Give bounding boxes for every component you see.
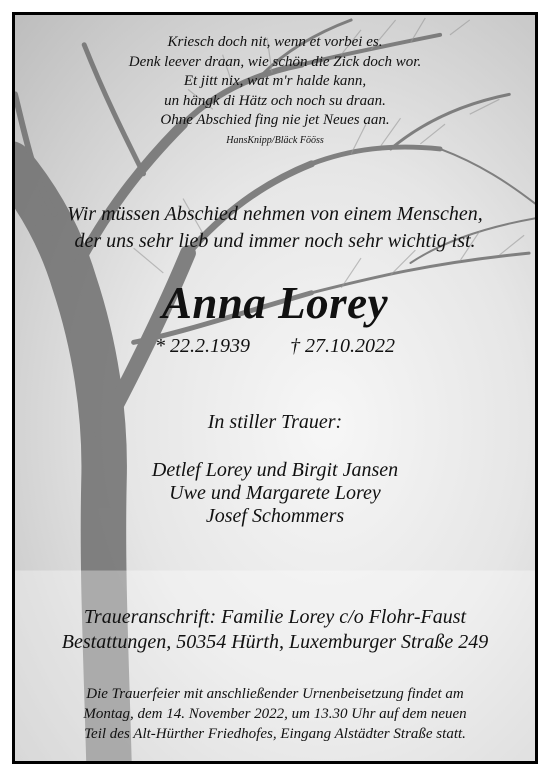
obituary-frame xyxy=(12,12,538,764)
poem-line: Et jitt nix, wat m'r halde kann, xyxy=(183,73,367,89)
address-line-1: Traueranschrift: Familie Lorey c/o Flohr-Faust xyxy=(83,606,467,628)
obituary-content xyxy=(15,15,535,761)
poem-credit: HansKnipp/Bläck Fööss xyxy=(226,134,324,146)
poem-line: Denk leever draan, wie schön die Zick doch wor. xyxy=(128,53,422,70)
mourner-list xyxy=(15,459,535,528)
intro-text xyxy=(15,201,535,255)
ceremony-line-2: Montag, dem 14. November 2022, um 13.30 Uhr auf dem neuen xyxy=(83,706,467,722)
ceremony-notice xyxy=(15,684,535,744)
birth-date: * 22.2.1939 xyxy=(155,335,250,357)
mourner-name: Detlef Lorey und Birgit Jansen xyxy=(151,459,399,481)
death-date: † 27.10.2022 xyxy=(290,335,395,357)
mourning-address xyxy=(15,605,535,655)
life-dates xyxy=(15,333,535,359)
address-line-2: Bestattungen, 50354 Hürth, Luxemburger Straße 249 xyxy=(61,631,489,653)
deceased-name: Anna Lorey xyxy=(161,278,389,328)
intro-line-2: der uns sehr lieb und immer noch sehr wichtig ist. xyxy=(74,230,476,252)
ceremony-line-1: Die Trauerfeier mit anschließender Urnenbeisetzung findet am xyxy=(86,686,464,702)
intro-line-1: Wir müssen Abschied nehmen von einem Menschen, xyxy=(67,203,483,225)
mourner-name: Josef Schommers xyxy=(205,505,345,527)
ceremony-line-3: Teil des Alt-Hürther Friedhofes, Eingang Alstädter Straße statt. xyxy=(84,726,466,742)
poem xyxy=(15,33,535,149)
poem-line: Ohne Abschied fing nie jet Neues aan. xyxy=(160,112,390,128)
mourning-title: In stiller Trauer: xyxy=(207,411,343,433)
poem-line: un hängk di Hätz och noch su draan. xyxy=(164,92,386,109)
poem-line: Kriesch doch nit, wenn et vorbei es. xyxy=(167,34,383,50)
mourner-name: Uwe und Margarete Lorey xyxy=(169,482,381,504)
